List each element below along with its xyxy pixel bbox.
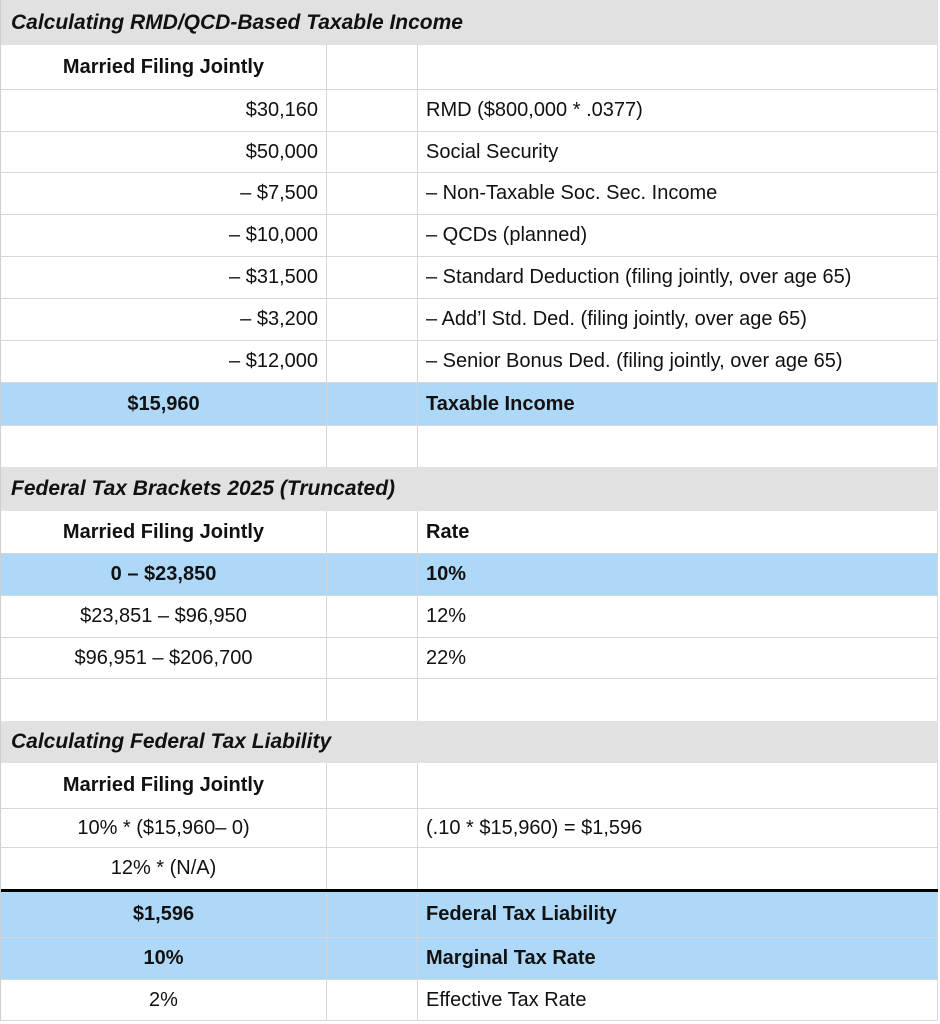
table-row <box>1 809 938 848</box>
table-row <box>1 511 938 554</box>
amount-cell[interactable]: – $3,200 <box>1 299 327 341</box>
empty-cell[interactable] <box>1 679 327 721</box>
column-header[interactable]: Married Filing Jointly <box>1 511 327 554</box>
bracket-row-highlighted <box>1 554 938 596</box>
empty-cell[interactable] <box>418 679 938 721</box>
table-row <box>1 215 938 257</box>
section-title-tax-liability: Calculating Federal Tax Liability <box>1 721 938 763</box>
empty-cell[interactable] <box>327 596 418 638</box>
empty-cell[interactable] <box>327 809 418 848</box>
bracket-range[interactable]: $23,851 – $96,950 <box>1 596 327 638</box>
calc-result[interactable] <box>418 848 938 889</box>
bracket-range[interactable]: $96,951 – $206,700 <box>1 638 327 679</box>
table-row <box>1 299 938 341</box>
federal-tax-liability-label[interactable]: Federal Tax Liability <box>418 892 938 938</box>
amount-cell[interactable]: – $31,500 <box>1 257 327 299</box>
bracket-row <box>1 638 938 679</box>
bracket-row <box>1 596 938 638</box>
bracket-rate[interactable]: 22% <box>418 638 938 679</box>
bracket-rate[interactable]: 10% <box>418 554 938 596</box>
empty-cell[interactable] <box>327 215 418 257</box>
empty-cell[interactable] <box>327 511 418 554</box>
empty-cell[interactable] <box>418 45 938 90</box>
table-row <box>1 132 938 173</box>
table-row <box>1 173 938 215</box>
effective-tax-rate-label[interactable]: Effective Tax Rate <box>418 980 938 1021</box>
table-row <box>1 257 938 299</box>
spacer-row <box>1 679 938 721</box>
calc-result[interactable]: (.10 * $15,960) = $1,596 <box>418 809 938 848</box>
empty-cell[interactable] <box>327 892 418 938</box>
bracket-rate[interactable]: 12% <box>418 596 938 638</box>
result-row <box>1 938 938 980</box>
column-header-rate[interactable]: Rate <box>418 511 938 554</box>
result-row <box>1 980 938 1021</box>
column-header[interactable]: Married Filing Jointly <box>1 763 327 809</box>
empty-cell[interactable] <box>327 257 418 299</box>
empty-cell[interactable] <box>327 132 418 173</box>
table-row <box>1 45 938 90</box>
empty-cell[interactable] <box>327 173 418 215</box>
label-cell[interactable]: – QCDs (planned) <box>418 215 938 257</box>
amount-cell[interactable]: $50,000 <box>1 132 327 173</box>
table-row <box>1 763 938 809</box>
label-cell[interactable]: – Standard Deduction (filing jointly, over age 65) <box>418 257 938 299</box>
amount-cell[interactable]: – $12,000 <box>1 341 327 383</box>
empty-cell[interactable] <box>327 848 418 889</box>
taxable-income-label[interactable]: Taxable Income <box>418 383 938 426</box>
empty-cell[interactable] <box>327 679 418 721</box>
federal-tax-liability-value[interactable]: $1,596 <box>1 892 327 938</box>
empty-cell[interactable] <box>327 763 418 809</box>
empty-cell[interactable] <box>418 763 938 809</box>
empty-cell[interactable] <box>327 554 418 596</box>
amount-cell[interactable]: $30,160 <box>1 90 327 132</box>
taxable-income-value[interactable]: $15,960 <box>1 383 327 426</box>
marginal-tax-rate-label[interactable]: Marginal Tax Rate <box>418 938 938 980</box>
result-row <box>1 892 938 938</box>
amount-cell[interactable]: – $10,000 <box>1 215 327 257</box>
marginal-tax-rate-value[interactable]: 10% <box>1 938 327 980</box>
empty-cell[interactable] <box>1 426 327 467</box>
table-row <box>1 90 938 132</box>
section-title-tax-brackets: Federal Tax Brackets 2025 (Truncated) <box>1 467 938 511</box>
empty-cell[interactable] <box>327 45 418 90</box>
amount-cell[interactable]: – $7,500 <box>1 173 327 215</box>
table-row <box>1 341 938 383</box>
label-cell[interactable]: Social Security <box>418 132 938 173</box>
label-cell[interactable]: – Senior Bonus Ded. (filing jointly, over age 65) <box>418 341 938 383</box>
bracket-range[interactable]: 0 – $23,850 <box>1 554 327 596</box>
calc-formula[interactable]: 10% * ($15,960– 0) <box>1 809 327 848</box>
section-title-taxable-income: Calculating RMD/QCD-Based Taxable Income <box>1 0 938 45</box>
effective-tax-rate-value[interactable]: 2% <box>1 980 327 1021</box>
empty-cell[interactable] <box>327 980 418 1021</box>
empty-cell[interactable] <box>327 938 418 980</box>
label-cell[interactable]: RMD ($800,000 * .0377) <box>418 90 938 132</box>
empty-cell[interactable] <box>327 90 418 132</box>
label-cell[interactable]: – Non-Taxable Soc. Sec. Income <box>418 173 938 215</box>
empty-cell[interactable] <box>418 426 938 467</box>
empty-cell[interactable] <box>327 638 418 679</box>
calc-formula[interactable]: 12% * (N/A) <box>1 848 327 889</box>
empty-cell[interactable] <box>327 299 418 341</box>
total-row <box>1 383 938 426</box>
empty-cell[interactable] <box>327 383 418 426</box>
empty-cell[interactable] <box>327 341 418 383</box>
empty-cell[interactable] <box>327 426 418 467</box>
table-row <box>1 848 938 889</box>
label-cell[interactable]: – Add’l Std. Ded. (filing jointly, over age 65) <box>418 299 938 341</box>
spacer-row <box>1 426 938 467</box>
column-header[interactable]: Married Filing Jointly <box>1 45 327 90</box>
